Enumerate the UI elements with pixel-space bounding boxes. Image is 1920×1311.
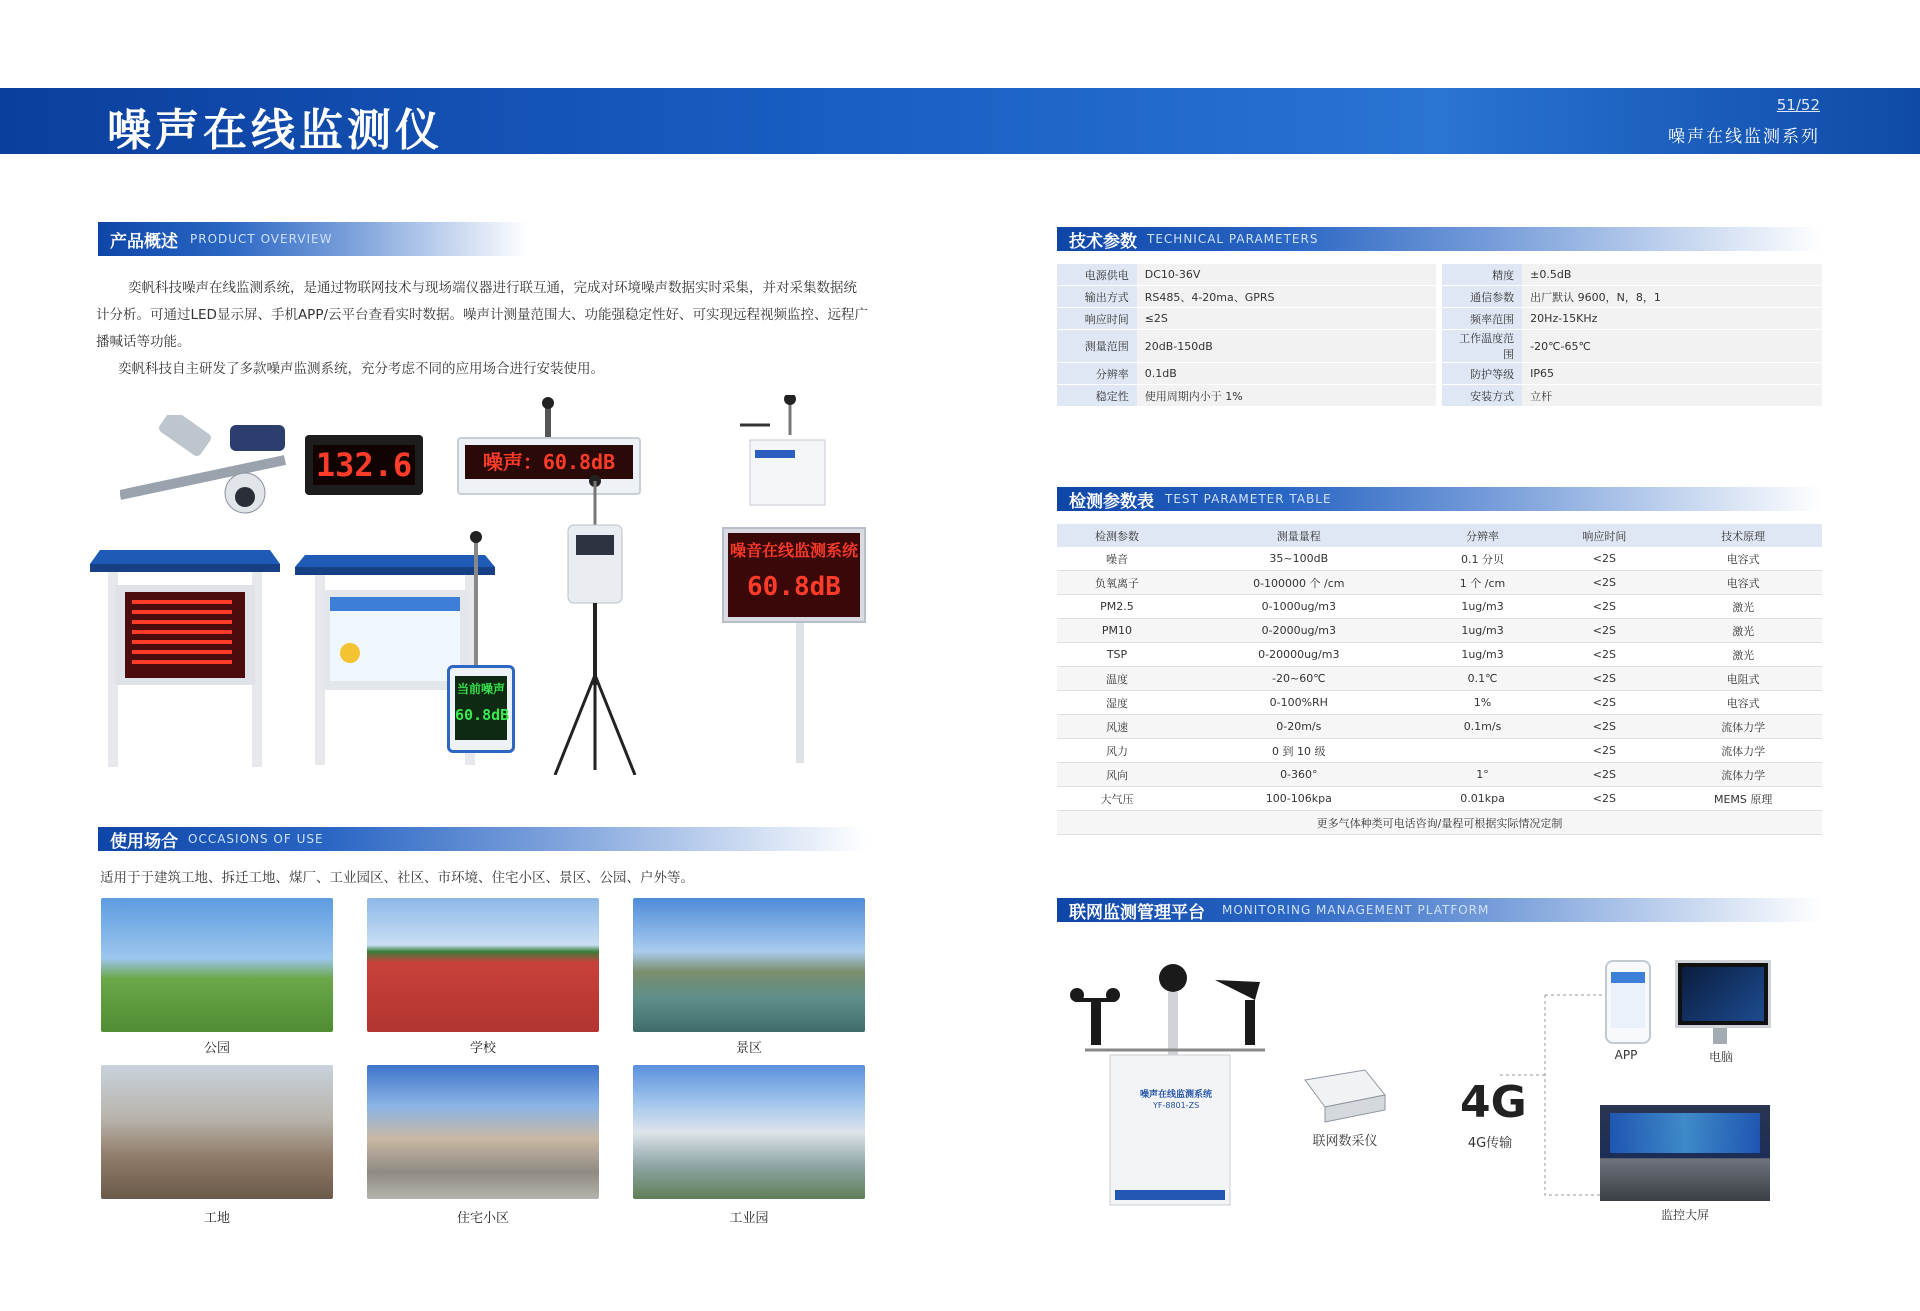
tech-key: 通信参数 — [1439, 286, 1522, 308]
handheld-value: 60.8dB — [455, 706, 510, 724]
handheld-pole — [474, 535, 478, 665]
pc-monitor-icon — [1675, 960, 1771, 1028]
tech-value: DC10-36V — [1137, 264, 1440, 286]
tech-row — [1057, 264, 1822, 286]
tech-row — [1057, 286, 1822, 308]
tech-key: 测量范围 — [1057, 330, 1137, 363]
test-title: 检测参数表 — [1069, 492, 1154, 512]
handheld-display — [447, 665, 515, 753]
phone-icon — [1605, 960, 1651, 1044]
4g-icon: 4G — [1460, 1077, 1527, 1128]
led-wide-value: 噪声：60.8dB — [465, 445, 633, 479]
tech-value: 立杆 — [1522, 385, 1822, 407]
caption-scenic: 景区 — [735, 1041, 762, 1056]
station-model: YF-8801-ZS — [1153, 1101, 1200, 1110]
test-row — [1057, 787, 1822, 811]
test-cell: <2S — [1544, 739, 1664, 763]
test-cell: 0-2000ug/m3 — [1177, 619, 1421, 643]
test-column-header: 响应时间 — [1544, 524, 1664, 547]
test-row — [1057, 715, 1822, 739]
led-sign-line1: 噪音在线监测系统 — [729, 541, 858, 560]
tech-table — [1057, 264, 1822, 407]
test-cell: 0-360° — [1177, 763, 1421, 787]
test-cell: 流体力学 — [1664, 715, 1822, 739]
test-cell: <2S — [1544, 715, 1664, 739]
tech-value: 0.1dB — [1137, 363, 1440, 385]
photo-school — [367, 898, 599, 1032]
station-label: 噪声在线监测系统 — [1140, 1090, 1213, 1100]
sign-pole — [796, 615, 804, 763]
weather-station-image — [730, 395, 850, 515]
tech-value: ±0.5dB — [1522, 264, 1822, 286]
test-title-en: TEST PARAMETER TABLE — [1165, 492, 1332, 506]
product-gallery — [90, 395, 870, 775]
tech-key: 工作温度范围 — [1439, 330, 1522, 363]
test-cell: 湿度 — [1057, 691, 1177, 715]
test-cell: PM2.5 — [1057, 595, 1177, 619]
test-column-header: 检测参数 — [1057, 524, 1177, 547]
test-cell: <2S — [1544, 619, 1664, 643]
pc-stand — [1713, 1028, 1727, 1044]
test-cell: 0-20m/s — [1177, 715, 1421, 739]
led-sign-line2: 60.8dB — [747, 572, 841, 602]
occasions-header — [98, 827, 868, 851]
occasions-title-en: OCCASIONS OF USE — [188, 832, 324, 846]
tech-value: 20Hz-15KHz — [1522, 308, 1822, 330]
test-cell: TSP — [1057, 643, 1177, 667]
led-sign — [722, 527, 866, 623]
test-cell: 1 个 /cm — [1421, 571, 1545, 595]
tech-row — [1057, 330, 1822, 363]
test-cell: 0-20000ug/m3 — [1177, 643, 1421, 667]
test-cell: 温度 — [1057, 667, 1177, 691]
mic-icon — [542, 397, 554, 409]
collector-label: 联网数采仪 — [1312, 1134, 1378, 1149]
occasions-text: 适用于于建筑工地、拆迁工地、煤厂、工业园区、社区、市环境、住宅小区、景区、公园、户外等。 — [100, 870, 694, 886]
test-cell: <2S — [1544, 571, 1664, 595]
test-cell: 风力 — [1057, 739, 1177, 763]
tech-key: 防护等级 — [1439, 363, 1522, 385]
mic-icon — [470, 531, 482, 543]
test-cell: <2S — [1544, 763, 1664, 787]
tech-row — [1057, 363, 1822, 385]
test-row — [1057, 547, 1822, 571]
series-name: 噪声在线监测系列 — [1668, 127, 1820, 147]
test-cell: 0.1m/s — [1421, 715, 1545, 739]
test-row — [1057, 619, 1822, 643]
photo-park — [101, 898, 333, 1032]
test-row — [1057, 643, 1822, 667]
header-banner — [0, 88, 1920, 154]
screen-label: 监控大屏 — [1660, 1208, 1709, 1222]
tech-key: 输出方式 — [1057, 286, 1137, 308]
tech-key: 稳定性 — [1057, 385, 1137, 407]
test-cell: MEMS 原理 — [1664, 787, 1822, 811]
test-cell: <2S — [1544, 547, 1664, 571]
tech-header — [1057, 227, 1822, 251]
handheld-label: 当前噪声 — [456, 682, 505, 696]
tech-value: -20℃-65℃ — [1522, 330, 1822, 363]
tech-row — [1057, 385, 1822, 407]
tech-key: 响应时间 — [1057, 308, 1137, 330]
caption-school: 学校 — [469, 1041, 496, 1056]
test-note: 更多气体种类可电话咨询/量程可根据实际情况定制 — [1057, 811, 1822, 835]
page-number: 51/52 — [1776, 96, 1820, 114]
test-cell: 流体力学 — [1664, 763, 1822, 787]
occasions-title: 使用场合 — [110, 832, 178, 852]
test-cell: 噪音 — [1057, 547, 1177, 571]
test-row — [1057, 571, 1822, 595]
test-cell: 0.1℃ — [1421, 667, 1545, 691]
overview-paragraph-1: 奕帆科技噪声在线监测系统，是通过物联网技术与现场端仪器进行联互通，完成对环境噪声数据实时采集，并对采集数据统计分析。可通过LED显示屏、手机APP/云平台查看实时数据。噪声计测量范围大、功能强稳定性好、可实现远程视频监控、远程广播喊话等功能。 — [96, 280, 869, 350]
test-cell: 激光 — [1664, 619, 1822, 643]
tech-value: 使用周期内小于 1% — [1137, 385, 1440, 407]
test-column-header: 分辨率 — [1421, 524, 1545, 547]
test-row — [1057, 763, 1822, 787]
tech-value: RS485、4-20ma、GPRS — [1137, 286, 1440, 308]
test-cell: <2S — [1544, 787, 1664, 811]
app-label: APP — [1614, 1048, 1638, 1062]
test-row — [1057, 739, 1822, 763]
page-title: 噪声在线监测仪 — [107, 105, 443, 156]
platform-diagram — [1055, 960, 1825, 1220]
photo-scenic — [633, 898, 865, 1032]
kiosk-led-image — [90, 550, 280, 770]
test-cell — [1421, 739, 1545, 763]
test-cell: 1% — [1421, 691, 1545, 715]
test-cell: <2S — [1544, 691, 1664, 715]
overview-paragraph-2: 奕帆科技自主研发了多款噪声监测系统，充分考虑不同的应用场合进行安装使用。 — [118, 361, 604, 377]
overview-text — [96, 275, 868, 383]
test-cell: 0.01kpa — [1421, 787, 1545, 811]
handheld-screen — [455, 676, 510, 740]
test-row — [1057, 667, 1822, 691]
test-row — [1057, 691, 1822, 715]
connector-lines — [1495, 960, 1615, 1200]
test-cell: -20~60℃ — [1177, 667, 1421, 691]
tech-value: ≤2S — [1137, 308, 1440, 330]
tech-key: 电源供电 — [1057, 264, 1137, 286]
tech-value: 20dB-150dB — [1137, 330, 1440, 363]
led-big-value: 132.6 — [313, 445, 415, 485]
test-column-header: 测量量程 — [1177, 524, 1421, 547]
test-cell: 35~100dB — [1177, 547, 1421, 571]
caption-industrial: 工业园 — [729, 1211, 769, 1226]
test-cell: 电容式 — [1664, 691, 1822, 715]
test-cell: 1ug/m3 — [1421, 595, 1545, 619]
tech-value: 出厂默认 9600，N，8，1 — [1522, 286, 1822, 308]
test-cell: 0 到 10 级 — [1177, 739, 1421, 763]
test-cell: 100-106kpa — [1177, 787, 1421, 811]
led-display-big — [305, 435, 423, 495]
test-cell: 电阻式 — [1664, 667, 1822, 691]
test-cell: 0-100000 个 /cm — [1177, 571, 1421, 595]
camera-image — [120, 415, 290, 520]
platform-header — [1057, 898, 1822, 922]
tech-key: 精度 — [1439, 264, 1522, 286]
test-cell: 0-1000ug/m3 — [1177, 595, 1421, 619]
caption-residential: 住宅小区 — [456, 1211, 509, 1226]
platform-title-en: MONITORING MANAGEMENT PLATFORM — [1222, 903, 1490, 917]
platform-title: 联网监测管理平台 — [1069, 903, 1205, 923]
tech-value: IP65 — [1522, 363, 1822, 385]
tripod-monitor-image — [540, 475, 650, 775]
test-cell: 大气压 — [1057, 787, 1177, 811]
photo-residential — [367, 1065, 599, 1199]
overview-title-en: PRODUCT OVERVIEW — [190, 232, 333, 246]
test-cell: <2S — [1544, 595, 1664, 619]
photo-construction — [101, 1065, 333, 1199]
tech-key: 分辨率 — [1057, 363, 1137, 385]
tech-title-en: TECHNICAL PARAMETERS — [1147, 232, 1319, 246]
test-cell: 1° — [1421, 763, 1545, 787]
test-cell: 流体力学 — [1664, 739, 1822, 763]
overview-title: 产品概述 — [110, 232, 178, 252]
caption-park: 公园 — [203, 1041, 230, 1056]
tech-key: 安装方式 — [1439, 385, 1522, 407]
test-cell: PM10 — [1057, 619, 1177, 643]
station-image — [1055, 960, 1305, 1210]
test-table — [1057, 524, 1822, 835]
test-cell: 1ug/m3 — [1421, 643, 1545, 667]
test-cell: 1ug/m3 — [1421, 619, 1545, 643]
test-cell: 电容式 — [1664, 571, 1822, 595]
tech-row — [1057, 308, 1822, 330]
photo-industrial — [633, 1065, 865, 1199]
test-cell: 负氧离子 — [1057, 571, 1177, 595]
test-cell: 0.1 分贝 — [1421, 547, 1545, 571]
led-sign-screen — [728, 533, 860, 617]
tech-key: 频率范围 — [1439, 308, 1522, 330]
tech-title: 技术参数 — [1069, 232, 1137, 252]
caption-construction: 工地 — [203, 1211, 230, 1226]
overview-header — [98, 222, 528, 256]
test-header — [1057, 487, 1822, 511]
test-cell: 电容式 — [1664, 547, 1822, 571]
collector-image — [1300, 1065, 1390, 1125]
test-column-header: 技术原理 — [1664, 524, 1822, 547]
pc-label: 电脑 — [1708, 1050, 1733, 1064]
transmit-label: 4G传输 — [1467, 1136, 1513, 1151]
test-cell: 风速 — [1057, 715, 1177, 739]
test-cell: <2S — [1544, 667, 1664, 691]
test-row — [1057, 595, 1822, 619]
control-room-image — [1600, 1105, 1770, 1201]
test-cell: 激光 — [1664, 643, 1822, 667]
test-cell: 0-100%RH — [1177, 691, 1421, 715]
test-cell: 风向 — [1057, 763, 1177, 787]
test-cell: 激光 — [1664, 595, 1822, 619]
test-cell: <2S — [1544, 643, 1664, 667]
